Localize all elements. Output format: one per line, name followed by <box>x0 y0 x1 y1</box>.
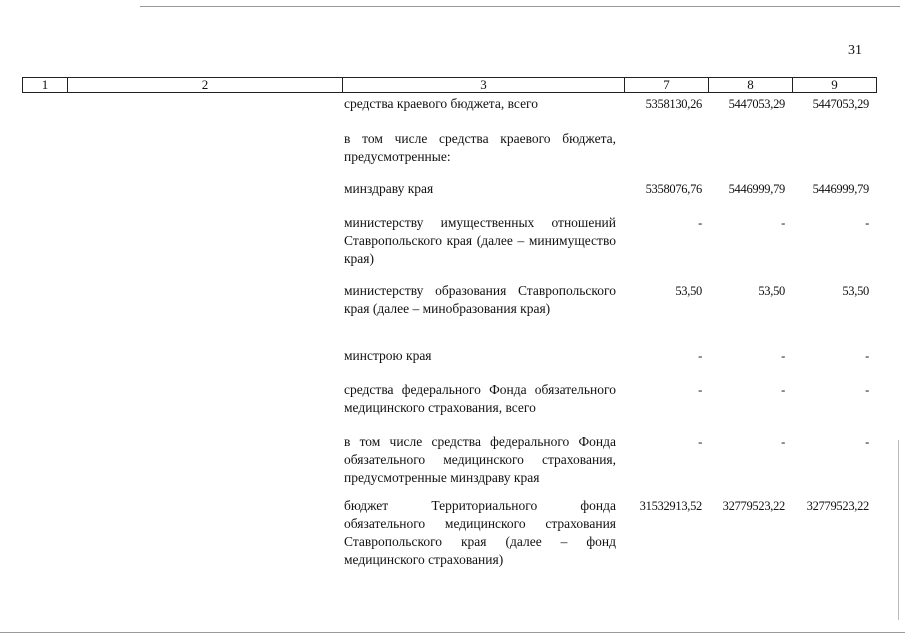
row-value-col7: - <box>698 383 702 397</box>
row-description: средства краевого бюджета, всего <box>344 96 539 111</box>
row-description: минстрою края <box>344 348 432 363</box>
row-value-col8: - <box>781 349 785 363</box>
row-value-col7: 53,50 <box>675 284 702 298</box>
scan-edge-top <box>140 6 900 7</box>
row-value-col7: - <box>698 435 702 449</box>
row-value-col9: 53,50 <box>842 284 869 298</box>
row-value-col9: - <box>865 383 869 397</box>
row-value-col8: - <box>781 383 785 397</box>
row-value-col8: 5446999,79 <box>728 182 785 196</box>
row-value-col9: 32779523,22 <box>806 499 869 513</box>
row-description: министерству имущественных отношений Ставропольского края (далее – минимущество края) <box>344 215 616 266</box>
row-value-col8: 32779523,22 <box>722 499 785 513</box>
row-value-col9: - <box>865 216 869 230</box>
header-col-2: 2 <box>67 78 342 92</box>
row-description: министерству образования Ставропольского края (далее – минобразования края) <box>344 283 616 316</box>
row-value-col7: - <box>698 349 702 363</box>
row-value-col9: 5447053,29 <box>812 97 869 111</box>
row-value-col7: - <box>698 216 702 230</box>
header-col-8: 8 <box>708 78 792 92</box>
row-description: средства федерального Фонда обязательного медицинского страхования, всего <box>344 382 616 415</box>
row-description: минздраву края <box>344 181 434 196</box>
row-value-col9: - <box>865 435 869 449</box>
row-description: бюджет Территориального фонда обязательного медицинского страхования Ставропольского края (далее – фонд медицинского страхования) <box>344 498 616 567</box>
row-value-col8: - <box>781 216 785 230</box>
row-value-col8: - <box>781 435 785 449</box>
header-col-1: 1 <box>41 77 49 92</box>
scan-edge-bottom <box>0 632 905 633</box>
row-description: в том числе средства федерального Фонда обязательного медицинского страхования, предусмотренные минздраву края <box>344 434 616 485</box>
scan-edge-right <box>898 440 899 620</box>
row-description: в том числе средства краевого бюджета, предусмотренные: <box>344 131 616 164</box>
row-value-col8: 53,50 <box>758 284 785 298</box>
row-value-col7: 31532913,52 <box>639 499 702 513</box>
header-col-3: 3 <box>342 78 624 92</box>
table-header <box>22 77 877 93</box>
row-value-col7: 5358130,26 <box>645 97 702 111</box>
row-value-col9: - <box>865 349 869 363</box>
page-number: 31 <box>848 43 862 58</box>
row-value-col8: 5447053,29 <box>728 97 785 111</box>
row-value-col7: 5358076,76 <box>645 182 702 196</box>
header-col-7: 7 <box>624 78 708 92</box>
row-value-col9: 5446999,79 <box>812 182 869 196</box>
header-col-9: 9 <box>792 78 876 92</box>
